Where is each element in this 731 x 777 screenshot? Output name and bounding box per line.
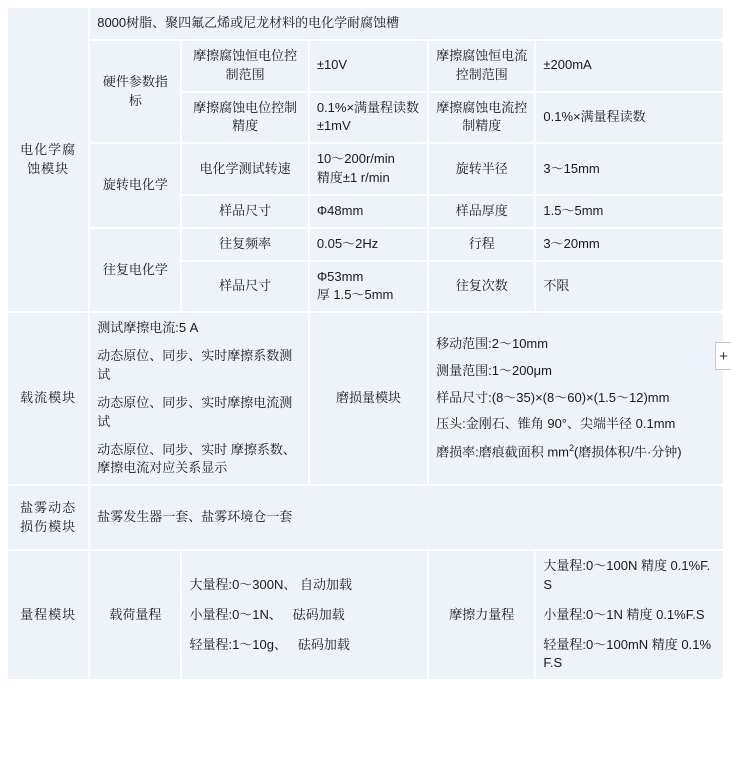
load-range-line1-b: 自动加载 xyxy=(300,576,353,592)
load-range-values xyxy=(182,551,427,679)
wear-spec-1: 移动范围:2～10mm xyxy=(436,335,549,351)
table-row xyxy=(8,41,723,91)
row-r3-value-line2: 精度±1 r/min xyxy=(316,170,390,186)
row-r2-value2: 0.1%×满量程读数 xyxy=(536,93,723,143)
wear-spec-5-a: 磨损率:磨痕截面积 mm xyxy=(436,444,570,460)
current-feature-3: 动态原位、同步、实时摩擦电流测试 xyxy=(97,394,293,429)
row-r5-value: 0.05～2Hz xyxy=(310,229,427,260)
table-row xyxy=(8,313,723,484)
row-r3-label2: 旋转半径 xyxy=(429,144,534,194)
row-r4-value2: 1.5～5mm xyxy=(536,196,723,227)
load-range-line3-b: 砝码加载 xyxy=(297,636,350,652)
friction-range-label: 摩擦力量程 xyxy=(429,551,534,679)
wear-module-label: 磨损量模块 xyxy=(310,313,427,484)
module-current-label: 载流模块 xyxy=(8,313,88,484)
row-r2-label2: 摩擦腐蚀电流控制精度 xyxy=(429,93,534,143)
load-range-line2-a: 小量程:0～1N、 xyxy=(189,606,282,622)
friction-range-line2: 小量程:0～1N 精度 0.1%F.S xyxy=(543,606,705,622)
table-row xyxy=(8,551,723,679)
friction-range-line1: 大量程:0～100N 精度 0.1%F.S xyxy=(543,558,711,592)
row-r3-value xyxy=(310,144,427,194)
current-feature-4: 动态原位、同步、实时 摩擦系数、摩擦电流对应关系显示 xyxy=(97,441,296,476)
current-module-features xyxy=(90,313,308,484)
module-saltfog-label: 盐雾动态损伤模块 xyxy=(8,486,88,549)
current-feature-1: 测试摩擦电流:5 A xyxy=(97,320,199,336)
load-range-line2 xyxy=(189,606,420,625)
row-r3-value2: 3～15mm xyxy=(536,144,723,194)
module-range-label: 量程模块 xyxy=(8,551,88,679)
row-r6-value xyxy=(310,262,427,312)
table-row xyxy=(8,486,723,549)
friction-range-line3: 轻量程:0～100mN 精度 0.1%F.S xyxy=(543,636,712,671)
row-r4-label: 样品尺寸 xyxy=(182,196,307,227)
wear-spec-2: 测量范围:1～200μm xyxy=(436,362,552,378)
row-r5-label2: 行程 xyxy=(429,229,534,260)
row-r1-label2: 摩擦腐蚀恒电流控制范围 xyxy=(429,41,534,91)
wear-spec-3: 样品尺寸:(8～35)×(8～60)×(1.5～12)mm xyxy=(436,389,670,405)
load-range-label: 载荷量程 xyxy=(90,551,180,679)
row-r3-label: 电化学测试转速 xyxy=(182,144,307,194)
row-r2-label: 摩擦腐蚀电位控制精度 xyxy=(182,93,307,143)
load-range-line3 xyxy=(189,636,420,655)
row-r4-value: Φ48mm xyxy=(310,196,427,227)
table-row xyxy=(8,144,723,194)
load-range-line1-a: 大量程:0～300N、 xyxy=(189,576,297,592)
table-row xyxy=(8,229,723,260)
row-r6-label: 样品尺寸 xyxy=(182,262,307,312)
module-electro-label: 电化学腐蚀模块 xyxy=(8,8,88,311)
row-r4-label2: 样品厚度 xyxy=(429,196,534,227)
row-r6-label2: 往复次数 xyxy=(429,262,534,312)
row-r6-value-line1: Φ53mm xyxy=(316,268,364,284)
row-r3-value-line1: 10～200r/min xyxy=(316,151,395,167)
group-rotary-label: 旋转电化学 xyxy=(90,144,180,227)
row-r2-value: 0.1%×满量程读数±1mV xyxy=(310,93,427,143)
wear-spec-4: 压头:金刚石、锥角 90°、尖端半径 0.1mm xyxy=(436,416,676,432)
group-reciprocating-label: 往复电化学 xyxy=(90,229,180,312)
specification-table xyxy=(6,6,725,681)
row-r1-label: 摩擦腐蚀恒电位控制范围 xyxy=(182,41,307,91)
current-feature-2: 动态原位、同步、实时摩擦系数测试 xyxy=(97,348,293,382)
load-range-line2-b: 砝码加载 xyxy=(292,606,345,622)
row-r5-value2: 3～20mm xyxy=(536,229,723,260)
header-note: 8000树脂、聚四氟乙烯或尼龙材料的电化学耐腐蚀槽 xyxy=(90,8,723,39)
expand-panel-button[interactable]: + xyxy=(715,342,731,370)
wear-spec-5 xyxy=(436,442,716,462)
load-range-line3-a: 轻量程:1～10g、 xyxy=(189,636,288,652)
wear-spec-5-sup: 2 xyxy=(569,443,575,454)
row-r6-value-line2: 厚 1.5～5mm xyxy=(316,287,394,303)
table-row xyxy=(8,8,723,39)
wear-spec-5-b: (磨损体积/牛·分钟) xyxy=(574,444,682,460)
row-r6-value2: 不限 xyxy=(536,262,723,312)
row-r1-value: ±10V xyxy=(310,41,427,91)
wear-module-specs xyxy=(429,313,723,484)
row-r1-value2: ±200mA xyxy=(536,41,723,91)
group-hardware-label: 硬件参数指标 xyxy=(90,41,180,142)
friction-range-values xyxy=(536,551,723,679)
load-range-line1 xyxy=(189,576,420,595)
row-r5-label: 往复频率 xyxy=(182,229,307,260)
saltfog-description: 盐雾发生器一套、盐雾环境仓一套 xyxy=(90,486,723,549)
